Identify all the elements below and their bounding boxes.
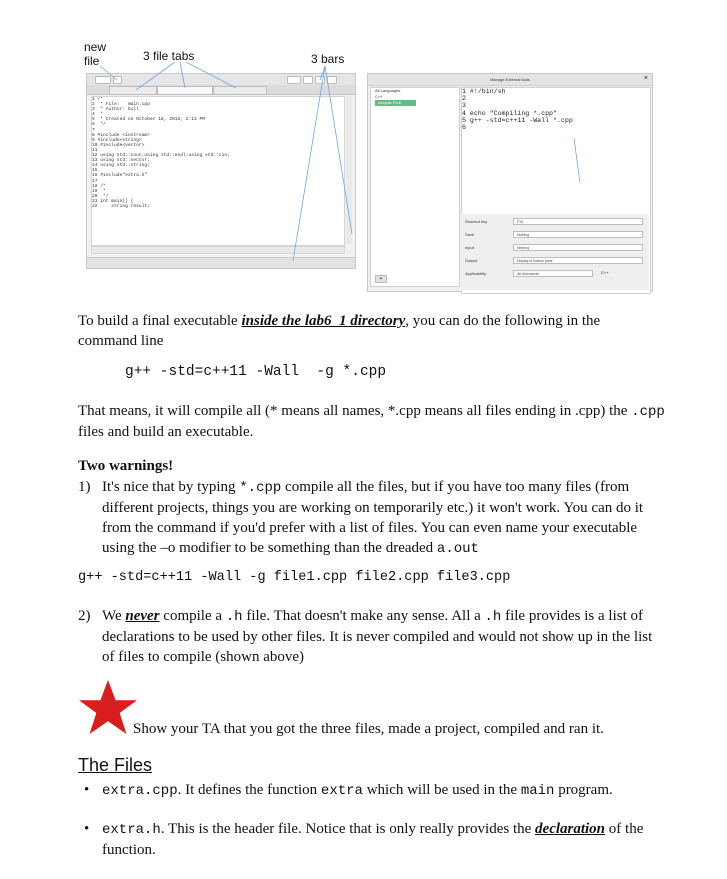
bullet-extra-cpp bbox=[102, 780, 662, 801]
code-line: 11 bbox=[92, 147, 98, 153]
inline-code: extra.cpp bbox=[102, 783, 178, 799]
tree-item[interactable]: C++ bbox=[375, 94, 383, 99]
code-line: 22 string result; bbox=[92, 203, 150, 209]
bullet-icon: • bbox=[84, 821, 90, 837]
code-line: 21 int main() { bbox=[92, 198, 134, 204]
code-line: 17 bbox=[92, 178, 98, 184]
text: To build a final executable bbox=[78, 313, 242, 329]
code-line: 8 #include <iostream> bbox=[92, 132, 150, 138]
form-label: Applicability bbox=[465, 271, 487, 276]
inline-code: a.out bbox=[436, 541, 479, 557]
text: compile a bbox=[159, 608, 226, 624]
arrow-cpp-files bbox=[574, 138, 580, 183]
form-label: Shortcut key bbox=[465, 219, 488, 224]
inline-code: .cpp bbox=[631, 404, 665, 420]
code-line: 13 using std::vector; bbox=[92, 158, 150, 164]
script-line: 5 g++ -std=c++11 -Wall *.cpp bbox=[462, 116, 573, 124]
code-line: 18 /* bbox=[92, 183, 106, 189]
directory-emphasis: inside the lab6_1 directory bbox=[241, 313, 406, 329]
code-line: 6 */ bbox=[92, 122, 106, 128]
warning-1-number: 1) bbox=[78, 479, 91, 495]
text: files and build an executable. bbox=[78, 424, 254, 440]
form-label: Save bbox=[465, 232, 475, 237]
form-field[interactable]: Nothing bbox=[513, 231, 643, 238]
form-field[interactable]: All documents bbox=[513, 270, 593, 277]
form-label: Output bbox=[465, 258, 478, 263]
code-line: 4 * bbox=[92, 112, 104, 118]
text: compile all the files, but if you have too many files (from different projects, things you are working on temporarily etc.) it won't work. You can do it from the command if you'd prefer with a list of files. You can even name your executable using the –o modifier to be something than the dreaded bbox=[102, 479, 644, 556]
inline-code: .h bbox=[225, 609, 243, 625]
command-1: g++ -std=c++11 -Wall -g *.cpp bbox=[125, 364, 387, 380]
text: of the function. bbox=[102, 821, 644, 858]
close-icon[interactable]: × bbox=[643, 75, 648, 82]
form-label: Input bbox=[465, 245, 474, 250]
text: We bbox=[102, 608, 126, 624]
never-emphasis: never bbox=[125, 608, 160, 624]
arrow-tab-1 bbox=[136, 62, 175, 90]
ta-note: Show your TA that you got the three files, made a project, compiled and ran it. bbox=[133, 721, 604, 737]
warning-2 bbox=[102, 606, 657, 667]
warnings-title: Two warnings! bbox=[78, 458, 174, 474]
annotation-bars: 3 bars bbox=[311, 52, 345, 66]
code-line: 1 /* bbox=[92, 97, 104, 102]
inline-code: extra bbox=[320, 783, 363, 799]
code-line: 12 using std::cout;using std::endl;using std::cin; bbox=[92, 153, 230, 159]
bullet-extra-h bbox=[102, 819, 662, 860]
text: program. bbox=[554, 782, 613, 798]
text: . This is the header file. Notice that is only really provides the bbox=[160, 821, 536, 837]
code-line: 10 #include<vector> bbox=[92, 142, 145, 148]
star-icon bbox=[78, 680, 138, 736]
code-line: 2 * File: main.cpp bbox=[92, 102, 150, 108]
arrow-bar-2 bbox=[293, 66, 325, 261]
form-field[interactable]: Display in bottom pane bbox=[513, 257, 643, 264]
language-field[interactable]: C++ bbox=[601, 270, 609, 275]
script-line: 2 bbox=[462, 95, 470, 103]
files-heading: The Files bbox=[78, 755, 153, 775]
warning-2-number: 2) bbox=[78, 608, 91, 624]
text: . It defines the function bbox=[177, 782, 321, 798]
text: file. That doesn't make any sense. All a bbox=[242, 608, 485, 624]
text: That means, it will compile all (* means all names, *.cpp means all files ending in .cpp) the bbox=[78, 403, 632, 419]
script-line: 1 #!/bin/sh bbox=[462, 88, 506, 95]
code-line: 5 * Created on October 18, 2013, 2:13 PM bbox=[92, 117, 206, 123]
form-field[interactable]: Nothing bbox=[513, 244, 643, 251]
command-2: g++ -std=c++11 -Wall -g file1.cpp file2.cpp file3.cpp bbox=[78, 570, 511, 585]
paragraph-explain bbox=[78, 401, 668, 442]
annotation-file-tabs: 3 file tabs bbox=[143, 49, 195, 63]
tree-item[interactable]: All Languages bbox=[375, 88, 401, 93]
warning-1 bbox=[102, 477, 662, 559]
text: which will be used in the bbox=[362, 782, 521, 798]
code-line: 19 * bbox=[92, 188, 106, 194]
annotation-arrows bbox=[0, 0, 727, 300]
text: file provides is a list of declarations to be used by other files. It is never compiled and would not show up in the list of files to compile (shown above) bbox=[102, 608, 653, 665]
code-line: 3 * Author: bill bbox=[92, 107, 139, 113]
dialog-title: Manage External tools bbox=[368, 74, 652, 86]
tree-item-selected[interactable]: compile FILE bbox=[375, 100, 416, 106]
text: , you can do the following in the command line bbox=[78, 313, 601, 349]
arrow-new-file bbox=[100, 66, 117, 80]
inline-code: .h bbox=[484, 609, 502, 625]
declaration-emphasis: declaration bbox=[535, 821, 606, 837]
form-field[interactable]: F10 bbox=[513, 218, 643, 225]
add-button[interactable]: + bbox=[375, 275, 387, 283]
script-line: 6 bbox=[462, 124, 470, 132]
arrow-tab-2 bbox=[180, 62, 185, 88]
code-line: 20 */ bbox=[92, 193, 109, 199]
annotation-new-file: new file bbox=[84, 40, 107, 68]
code-line: 7 bbox=[92, 127, 95, 133]
script-line: 3 bbox=[462, 102, 470, 110]
code-line: 9 #include<string> bbox=[92, 137, 142, 143]
inline-code: main bbox=[520, 783, 555, 799]
paragraph-build bbox=[78, 311, 658, 351]
code-line: 16 #include"extra.h" bbox=[92, 173, 148, 179]
arrow-tab-3 bbox=[186, 62, 236, 88]
bullet-icon: • bbox=[84, 782, 90, 798]
inline-code: *.cpp bbox=[239, 480, 282, 496]
code-line: 14 using std::string; bbox=[92, 163, 150, 169]
script-line: 4 echo "Compiling *.cpp" bbox=[462, 109, 557, 117]
code-line: 15 bbox=[92, 168, 98, 174]
inline-code: extra.h bbox=[102, 822, 161, 838]
arrow-bar-3 bbox=[325, 66, 352, 234]
text: It's nice that by typing bbox=[102, 479, 240, 495]
